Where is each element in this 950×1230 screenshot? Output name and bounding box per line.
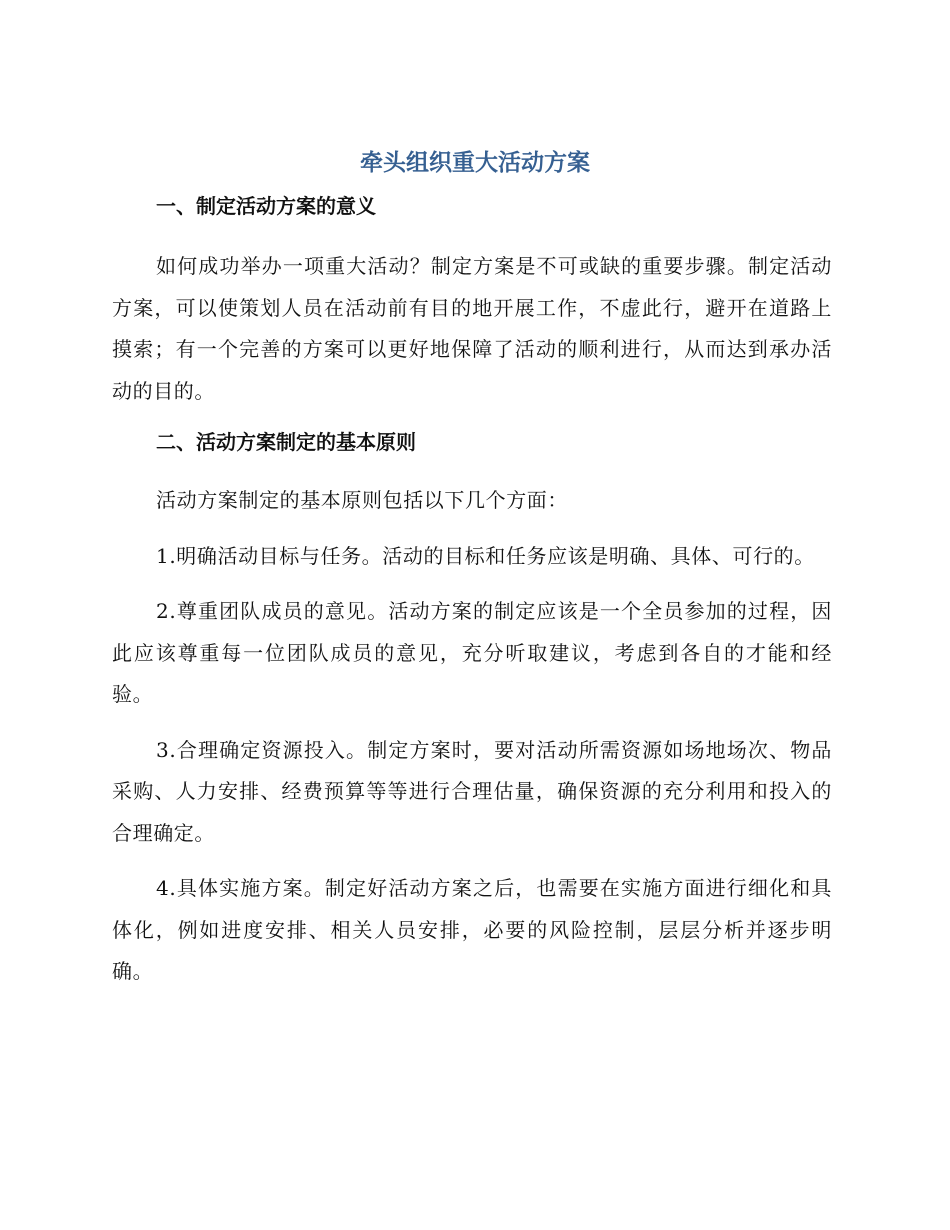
section-paragraph-significance: 如何成功举办一项重大活动？制定方案是不可或缺的重要步骤。制定活动方案，可以使策划人员在活动前有目的地开展工作，不虚此行，避开在道路上摸索；有一个完善的方案可以更好地保障了活动的顺利进行，从而达到承办活动的目的。 <box>112 254 832 403</box>
document-title: 牵头组织重大活动方案 <box>360 150 590 176</box>
principle-item-2: 2.尊重团队成员的意见。活动方案的制定应该是一个全员参加的过程，因此应该尊重每一位团队成员的意见，充分听取建议，考虑到各自的才能和经验。 <box>112 599 832 706</box>
section-heading-principles: 二、活动方案制定的基本原则 <box>156 430 416 454</box>
section-heading-significance: 一、制定活动方案的意义 <box>156 194 376 218</box>
principle-item-4: 4.具体实施方案。制定好活动方案之后，也需要在实施方面进行细化和具体化，例如进度安排、相关人员安排，必要的风险控制，层层分析并逐步明确。 <box>112 876 832 983</box>
principle-item-3: 3.合理确定资源投入。制定方案时，要对活动所需资源如场地场次、物品采购、人力安排、经费预算等等进行合理估量，确保资源的充分利用和投入的合理确定。 <box>112 737 832 845</box>
principle-item-1: 1.明确活动目标与任务。活动的目标和任务应该是明确、具体、可行的。 <box>156 543 815 568</box>
principles-intro: 活动方案制定的基本原则包括以下几个方面： <box>156 488 568 512</box>
document-body <box>112 190 832 1007</box>
